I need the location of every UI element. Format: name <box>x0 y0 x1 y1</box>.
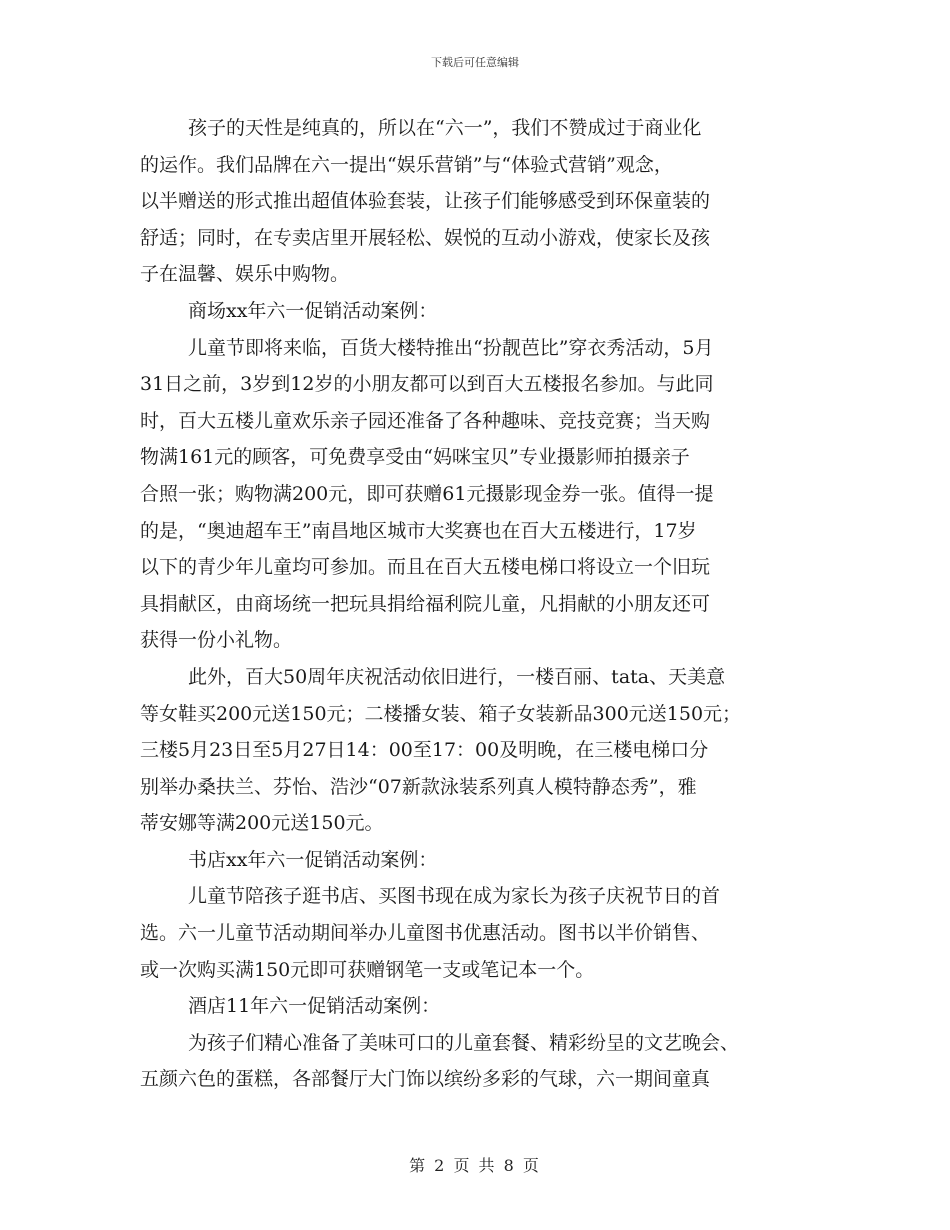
text-line-10: 物满161元的顾客，可免费享受由“妈咪宝贝”专业摄影师拍摄亲子 <box>140 446 690 469</box>
text-line-4: 舒适；同时，在专卖店里开展轻松、娱悦的互动小游戏，使家长及孩 <box>140 226 711 249</box>
section-heading-mall: 商场xx年六一促销活动案例： <box>188 299 438 322</box>
text-line-2: 的运作。我们品牌在六一提出“娱乐营销”与“体验式营销”观念， <box>140 153 673 176</box>
text-line-8: 31日之前，3岁到12岁的小朋友都可以到百大五楼报名参加。与此同 <box>140 373 714 396</box>
text-line-12: 的是，“奥迪超车王”南昌地区城市大奖赛也在百大五楼进行，17岁 <box>140 519 697 542</box>
page-footer: 第 2 页 共 8 页 <box>409 1156 541 1175</box>
text-line-27: 五颜六色的蛋糕，各部餐厅大门饰以缤纷多彩的气球，六一期间童真 <box>140 1068 711 1091</box>
text-line-7: 儿童节即将来临，百货大楼特推出“扮靓芭比”穿衣秀活动，5月 <box>188 336 714 359</box>
text-line-13: 以下的青少年儿童均可参加。而且在百大五楼电梯口将设立一个旧玩 <box>140 556 711 579</box>
text-line-23: 选。六一儿童节活动期间举办儿童图书优惠活动。图书以半价销售、 <box>140 922 711 945</box>
text-line-24: 或一次购买满150元即可获赠钢笔一支或笔记本一个。 <box>140 958 595 981</box>
text-line-20: 蒂安娜等满200元送150元。 <box>140 812 384 835</box>
text-line-19: 别举办桑扶兰、芬怡、浩沙“07新款泳装系列真人模特静态秀”，雅 <box>140 775 697 798</box>
section-heading-hotel: 酒店11年六一促销活动案例： <box>188 995 441 1018</box>
page-header: 下载后可任意编辑 <box>431 56 519 69</box>
text-line-5: 子在温馨、娱乐中购物。 <box>140 263 350 286</box>
text-line-11: 合照一张；购物满200元，即可获赠61元摄影现金券一张。值得一提 <box>140 482 714 505</box>
text-line-16: 此外，百大50周年庆祝活动依旧进行，一楼百丽、tata、天美意 <box>188 665 726 688</box>
text-line-3: 以半赠送的形式推出超值体验套装，让孩子们能够感受到环保童装的 <box>140 190 711 213</box>
text-line-15: 获得一份小礼物。 <box>140 629 293 652</box>
text-line-22: 儿童节陪孩子逛书店、买图书现在成为家长为孩子庆祝节日的首 <box>188 885 721 908</box>
document-body <box>140 110 820 1098</box>
text-line-17: 等女鞋买200元送150元；二楼播女装、箱子女装新品300元送150元； <box>140 702 742 725</box>
text-line-9: 时，百大五楼儿童欢乐亲子园还准备了各种趣味、竞技竞赛；当天购 <box>140 409 711 432</box>
section-heading-bookstore: 书店xx年六一促销活动案例： <box>188 848 438 871</box>
text-line-1: 孩子的天性是纯真的，所以在“六一”，我们不赞成过于商业化 <box>188 117 702 139</box>
text-line-14: 具捐献区，由商场统一把玩具捐给福利院儿童，凡捐献的小朋友还可 <box>140 592 711 615</box>
text-line-26: 为孩子们精心准备了美味可口的儿童套餐、精彩纷呈的文艺晚会、 <box>188 1031 740 1054</box>
text-line-18: 三楼5月23日至5月27日14：00至17：00及明晚，在三楼电梯口分 <box>140 739 709 762</box>
